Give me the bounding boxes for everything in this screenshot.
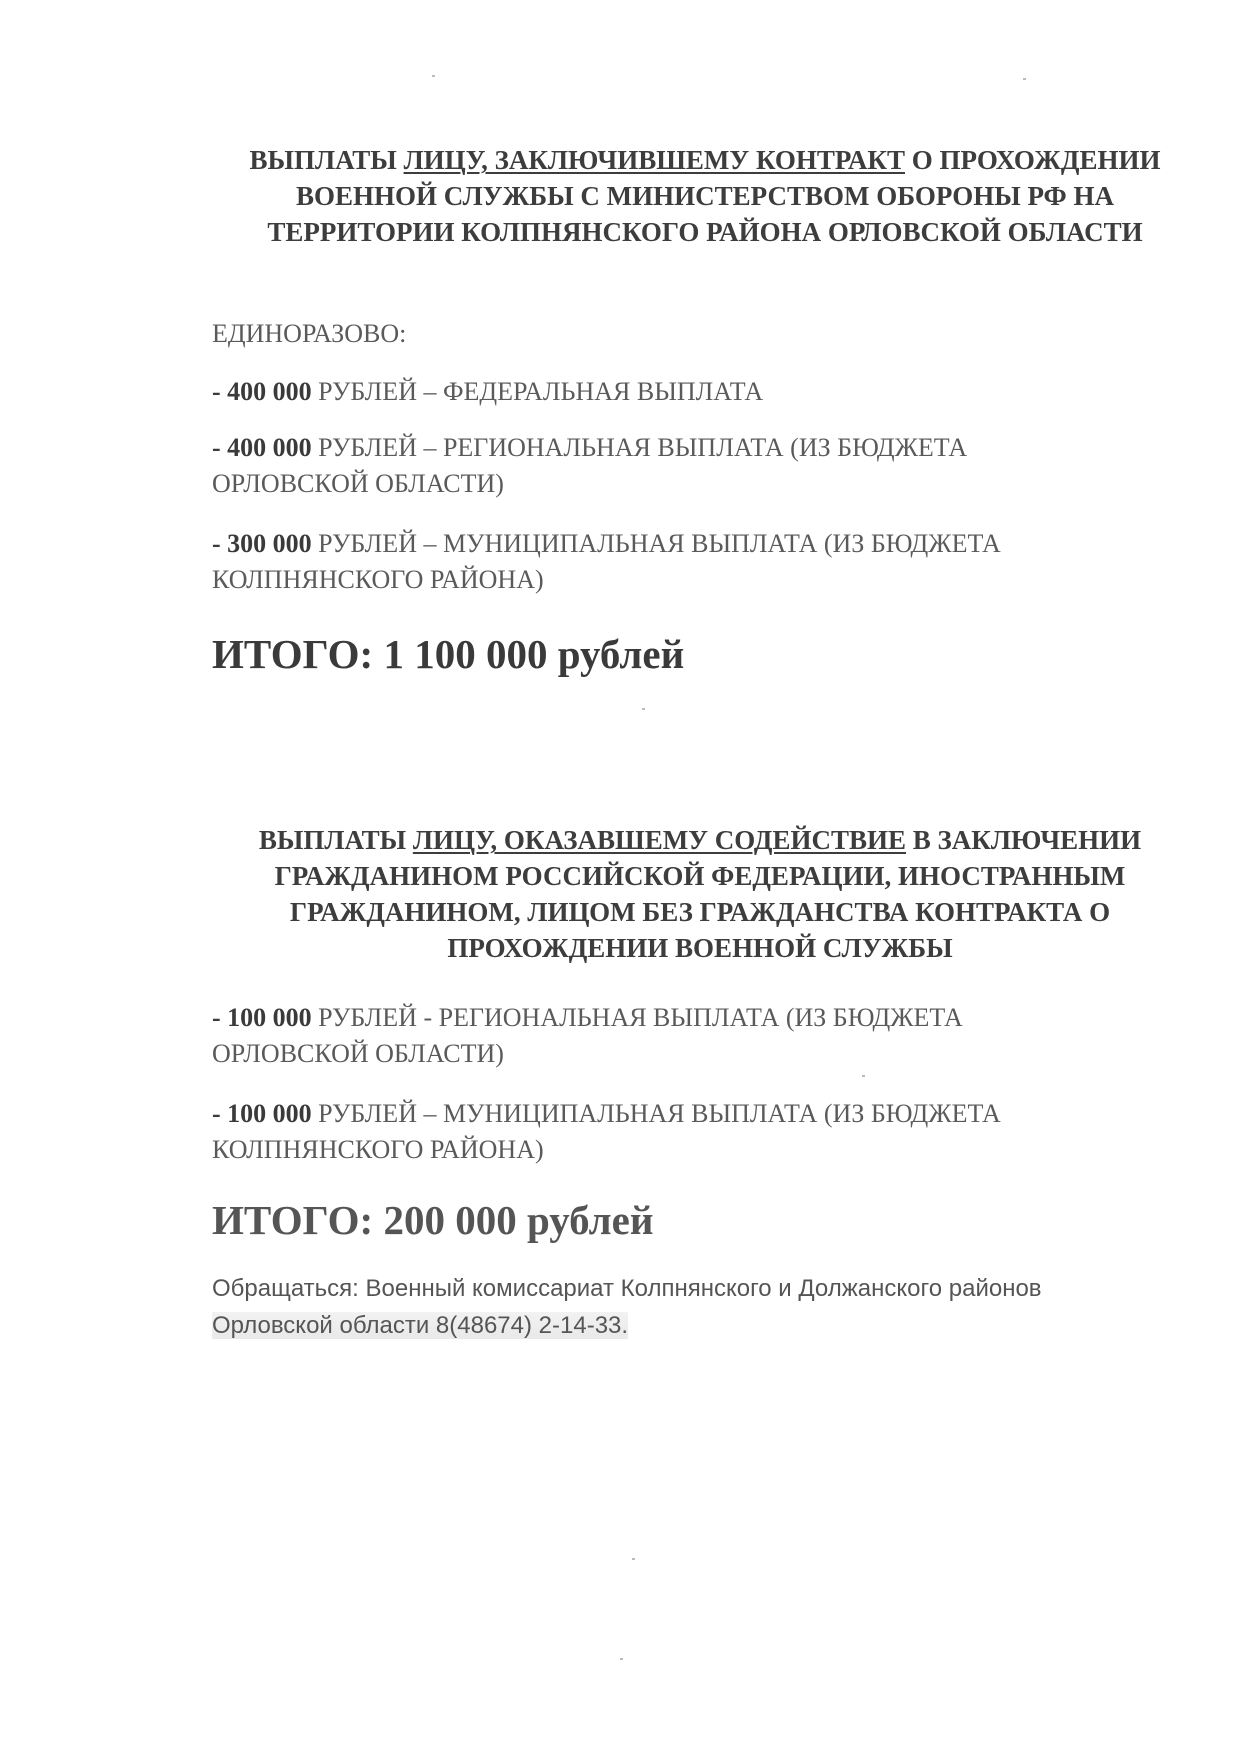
section2-item-2-amount: - 100 000	[212, 1099, 312, 1128]
section1-item-2-text: РУБЛЕЙ – РЕГИОНАЛЬНАЯ ВЫПЛАТА (ИЗ БЮДЖЕТА ОРЛОВСКОЙ ОБЛАСТИ)	[212, 433, 968, 498]
section1-heading	[240, 142, 1170, 250]
section2-heading	[205, 822, 1195, 966]
scan-speck	[620, 1658, 623, 1660]
section2-item-1	[212, 1000, 1092, 1072]
contact-line-2	[212, 1307, 1172, 1344]
scan-speck	[432, 75, 435, 77]
section1-item-2	[212, 430, 1092, 502]
section2-item-1-amount: - 100 000	[212, 1003, 312, 1032]
section1-total: ИТОГО: 1 100 000 рублей	[212, 631, 685, 677]
section1-item-1	[212, 374, 1152, 410]
section2-heading-pre: ВЫПЛАТЫ	[258, 825, 413, 855]
scan-speck	[862, 1075, 865, 1077]
contact-line-1: Обращаться: Военный комиссариат Колпнянского и Должанского районов	[212, 1275, 1042, 1302]
section1-item-2-amount: - 400 000	[212, 433, 312, 462]
section1-item-3-text: РУБЛЕЙ – МУНИЦИПАЛЬНАЯ ВЫПЛАТА (ИЗ БЮДЖЕТА КОЛПНЯНСКОГО РАЙОНА)	[212, 529, 1001, 594]
once-label: ЕДИНОРАЗОВО:	[212, 319, 407, 348]
scan-speck	[1023, 78, 1026, 80]
section1-item-1-text: РУБЛЕЙ – ФЕДЕРАЛЬНАЯ ВЫПЛАТА	[311, 377, 764, 406]
section2-item-1-text: РУБЛЕЙ - РЕГИОНАЛЬНАЯ ВЫПЛАТА (ИЗ БЮДЖЕТА ОРЛОВСКОЙ ОБЛАСТИ)	[212, 1003, 963, 1068]
scan-speck	[642, 708, 645, 710]
section2-item-2	[212, 1096, 1122, 1168]
section1-item-3-amount: - 300 000	[212, 529, 312, 558]
section1-heading-post: О ПРОХОЖДЕНИИ ВОЕННОЙ СЛУЖБЫ С МИНИСТЕРСТВОМ ОБОРОНЫ РФ НА ТЕРРИТОРИИ КОЛПНЯНСКОГО РАЙОНА ОРЛОВСКОЙ ОБЛАСТИ	[267, 145, 1161, 247]
section2-total: ИТОГО: 200 000 рублей	[212, 1197, 654, 1243]
section1-item-1-amount: - 400 000	[212, 377, 312, 406]
scan-speck	[632, 1558, 635, 1560]
section1-heading-underlined: ЛИЦУ, ЗАКЛЮЧИВШЕМУ КОНТРАКТ	[403, 145, 905, 175]
contact-line-2-text: Орловской области 8(48674) 2-14-33.	[212, 1312, 629, 1339]
section2-item-2-text: РУБЛЕЙ – МУНИЦИПАЛЬНАЯ ВЫПЛАТА (ИЗ БЮДЖЕТА КОЛПНЯНСКОГО РАЙОНА)	[212, 1099, 1001, 1164]
section2-heading-underlined: ЛИЦУ, ОКАЗАВШЕМУ СОДЕЙСТВИЕ	[412, 825, 907, 855]
section2-heading-post: В ЗАКЛЮЧЕНИИ ГРАЖДАНИНОМ РОССИЙСКОЙ ФЕДЕРАЦИИ, ИНОСТРАННЫМ ГРАЖДАНИНОМ, ЛИЦОМ БЕЗ ГРАЖДАНСТВА КОНТРАКТА О ПРОХОЖДЕНИИ ВОЕННОЙ СЛУЖБЫ	[274, 825, 1142, 963]
contact-info	[212, 1270, 1172, 1344]
section1-heading-pre: ВЫПЛАТЫ	[249, 145, 404, 175]
section1-item-3	[212, 526, 1122, 598]
